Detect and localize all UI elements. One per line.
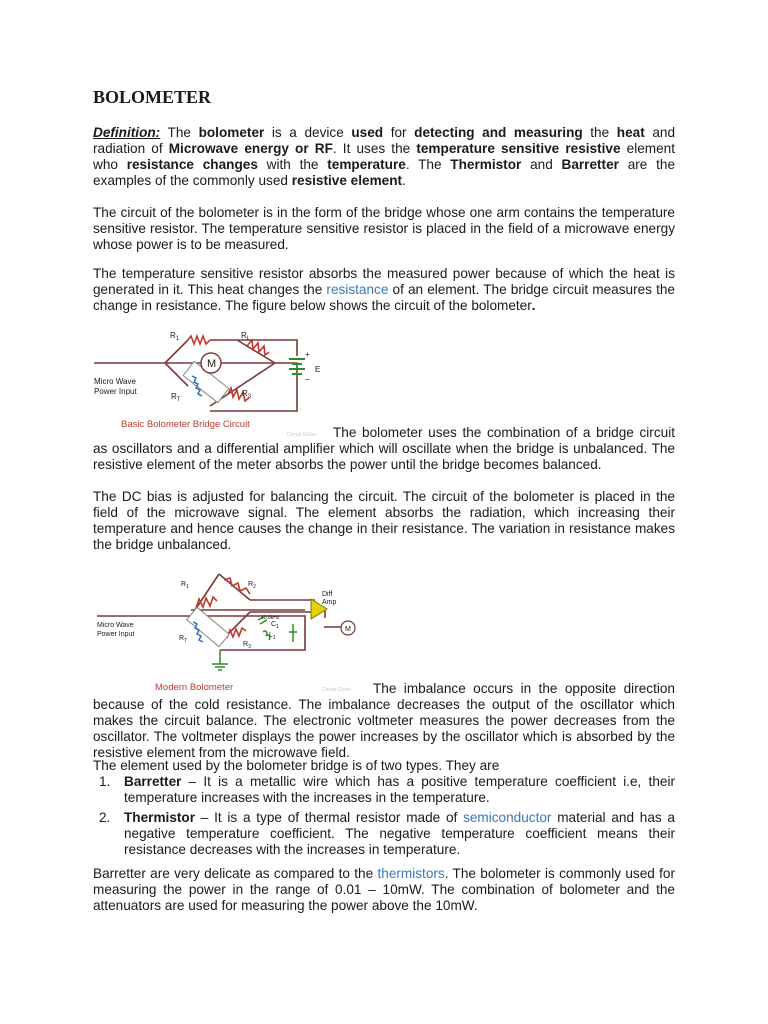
bold-term: bolometer <box>198 125 265 140</box>
text: The imbalance occurs in the opposite direction because of the cold resistance. The imbalance decreases the output of the oscillator which makes the circuit balance. The electronic voltmeter measures the power decreases from the oscillator. The voltmeter displays the power increases by the oscillator which is absorbed by the resistive element from the microwave field. <box>93 681 675 760</box>
svg-text:RT <box>171 392 181 403</box>
r1-label: R <box>181 581 187 588</box>
meter-label: M <box>345 626 351 633</box>
battery-minus: − <box>305 375 310 384</box>
text: . It uses the <box>332 141 417 156</box>
bold-term: Barretter <box>561 157 619 172</box>
text: of an element. The bridge circuit measures the change in resistance. The figure below shows the circuit of the bolometer <box>93 282 675 313</box>
r3-label: R <box>243 641 249 648</box>
bold-term: temperature <box>327 157 406 172</box>
list-number: 2. <box>99 810 111 825</box>
bold-term: resistance changes <box>126 157 258 172</box>
r3-label: R <box>242 389 248 398</box>
r2-label: R <box>248 581 254 588</box>
amp-label-line1: Diff <box>322 591 333 598</box>
c1-subscript: 1 <box>276 624 279 630</box>
text: for <box>383 125 415 140</box>
bold-term: temperature sensitive resistive <box>416 141 621 156</box>
text: The temperature sensitive resistor absorbs the measured power because of which the heat is generated in it. This heat changes the <box>93 266 675 297</box>
thermistor-term: Thermistor <box>124 810 196 825</box>
resistor-paragraph <box>93 266 675 314</box>
modern-bridge-diagram <box>93 572 371 696</box>
text: material and has a negative temperature coefficient. The negative temperature coefficient means their resistance decreases with the increases in temperature. <box>124 810 675 857</box>
text: is a device <box>264 125 352 140</box>
list-item <box>93 774 675 806</box>
svg-text:R1 <box>170 331 180 342</box>
text: are the examples of the commonly used <box>93 157 676 188</box>
battery-plus: + <box>305 350 310 359</box>
svg-text:C1 <box>271 621 279 630</box>
thermistors-link[interactable]: thermistors <box>377 866 445 881</box>
text: . <box>402 173 406 188</box>
text: . The bolometer is commonly used for measuring the power in the range of 0.01 – 10mW. The combination of bolometer and the attenuators are used for measuring the power above the 10mW. <box>93 866 675 913</box>
svg-text:R3 <box>242 389 252 400</box>
bold-term: Microwave energy or RF <box>168 141 333 156</box>
dc-bias-paragraph: The DC bias is adjusted for balancing the circuit. The circuit of the bolometer is placed in the field of the microwave signal. The element absorbs the radiation, which increasing their temperature and hence causes the change in their resistance. The variation in resistance makes the bridge unbalanced. <box>93 489 675 552</box>
bold-term: used <box>351 125 384 140</box>
svg-text:R3 <box>243 641 251 650</box>
oscillator-paragraph <box>93 425 675 473</box>
l1-label: L <box>269 632 273 639</box>
list-number: 1. <box>99 774 111 789</box>
imbalance-paragraph <box>93 681 675 761</box>
rt-subscript: T <box>176 397 181 403</box>
text: The bolometer uses the combination of a bridge circuit as oscillators and a differential amplifier which will oscillate when the bridge is unbalanced. The resistive element of the meter absorbs the power until the bridge becomes balanced. <box>93 425 675 472</box>
text: – It is a type of thermal resistor made of <box>195 810 464 825</box>
basic-bolometer-figure <box>88 326 333 438</box>
input-label-line1: Micro Wave <box>97 622 134 629</box>
text: the <box>582 125 617 140</box>
input-label-line2: Power Input <box>94 387 137 396</box>
ground-symbol <box>212 650 228 670</box>
bold-term: detecting and measuring <box>414 125 583 140</box>
r2-resistor <box>224 578 250 594</box>
power-range-paragraph <box>93 866 675 914</box>
rt-label: R <box>171 392 177 401</box>
l1-subscript: 1 <box>272 635 276 641</box>
text: and radiation of <box>93 125 676 156</box>
resistance-link[interactable]: resistance <box>326 282 389 297</box>
svg-text:RT <box>179 635 187 644</box>
figure1-watermark: Circuit Globe <box>287 432 316 438</box>
r1-subscript: 1 <box>186 584 189 590</box>
bold-term: Thermistor <box>450 157 522 172</box>
input-label-line1: Micro Wave <box>94 377 136 386</box>
bold-term: resistive element <box>291 173 403 188</box>
element-types-list <box>93 774 675 862</box>
text: and <box>521 157 562 172</box>
text: . The <box>405 157 451 172</box>
figure2-watermark: Circuit Globe <box>322 687 351 693</box>
meter-label: M <box>207 358 217 370</box>
text: with the <box>257 157 328 172</box>
svg-text:R2 <box>248 581 256 590</box>
r3-subscript: 3 <box>247 394 252 400</box>
figure1-caption: Basic Bolometer Bridge Circuit <box>121 419 250 430</box>
text: – It is a metallic wire which has a positive temperature coefficient i.e, their temperature increases with the increases in the temperature. <box>124 774 675 805</box>
barretter-term: Barretter <box>124 774 182 789</box>
definition-paragraph <box>93 125 675 189</box>
text: The <box>160 125 199 140</box>
rt-thermistor <box>187 607 229 646</box>
r1-subscript: 1 <box>175 336 180 342</box>
page-title: BOLOMETER <box>93 87 212 107</box>
rl-label: R <box>241 331 247 340</box>
r1-resistor <box>188 336 210 344</box>
definition-label: Definition: <box>93 125 161 140</box>
semiconductor-link[interactable]: semiconductor <box>463 810 552 825</box>
rl-subscript: L <box>246 336 251 342</box>
list-item <box>93 810 675 858</box>
circuit-paragraph: The circuit of the bolometer is in the form of the bridge whose one arm contains the temperature sensitive resistor. The temperature sensitive resistor is placed in the field of a microwave energy whose power is to be measured. <box>93 205 675 252</box>
basic-bridge-diagram <box>88 326 333 438</box>
input-label-line2: Power Input <box>97 631 135 638</box>
figure2-caption: Modern Bolometer <box>155 682 234 693</box>
text: Barretter are very delicate as compared to the <box>93 866 378 881</box>
text: . <box>531 298 536 313</box>
text: element who <box>93 141 675 172</box>
r1-label: R <box>170 331 176 340</box>
r2-subscript: 2 <box>253 584 256 590</box>
battery-label: E <box>315 365 321 374</box>
bold-term: heat <box>616 125 645 140</box>
amp-label-line2: Amp <box>322 599 337 606</box>
svg-text:R1 <box>181 581 189 590</box>
modern-bolometer-figure <box>93 572 371 696</box>
r3-subscript: 3 <box>248 644 251 650</box>
types-intro: The element used by the bolometer bridge is of two types. They are <box>93 758 500 773</box>
rt-label: R <box>179 635 185 642</box>
frequency-label: 10.8kHz <box>261 615 280 621</box>
rt-subscript: T <box>184 638 188 644</box>
c1-label: C <box>271 621 277 628</box>
